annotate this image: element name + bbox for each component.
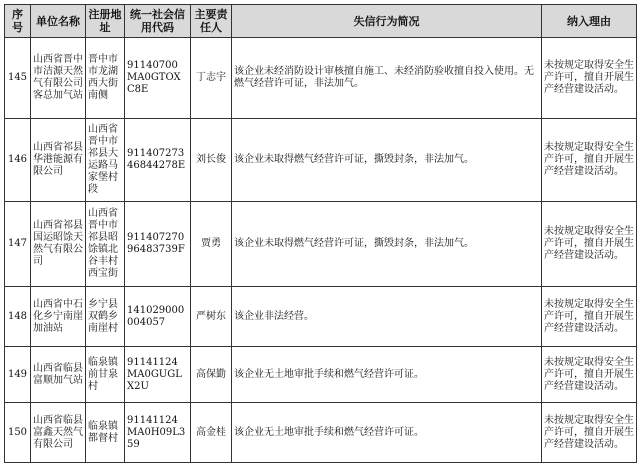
cell-situation: 该企业无土地审批手续和燃气经营许可证。 [232, 347, 542, 403]
table-row [5, 202, 637, 287]
cell-no: 146 [5, 119, 31, 202]
cell-credit-code: 91141124MA0GUGLX2U [125, 347, 191, 403]
cell-no: 147 [5, 202, 31, 287]
cell-reason: 未按规定取得安全生产许可，擅自开展生产经营建设活动。 [542, 347, 637, 403]
cell-reason: 未按规定取得安全生产许可，擅自开展生产经营建设活动。 [542, 119, 637, 202]
cell-unit: 山西省临县富顺加气站 [31, 347, 86, 403]
cell-no: 145 [5, 38, 31, 119]
cell-situation: 该企业未取得燃气经营许可证，撕毁封条，非法加气。 [232, 202, 542, 287]
cell-situation: 该企业未取得燃气经营许可证，撕毁封条，非法加气。 [232, 119, 542, 202]
cell-person: 严树东 [191, 287, 232, 347]
table-row [5, 403, 637, 463]
cell-credit-code: 91141124MA0H09L359 [125, 403, 191, 463]
cell-credit-code: 911407270 96483739F [125, 202, 191, 287]
cell-address: 临泉镇都督村 [86, 403, 125, 463]
cell-unit: 山西省晋中市洁源天然气有限公司客总加气站 [31, 38, 86, 119]
cell-unit: 山西省中石化乡宁南崖加油站 [31, 287, 86, 347]
cell-unit: 山西省临县富鑫天然气有限公司 [31, 403, 86, 463]
cell-situation: 该企业未经消防设计审核擅自施工、未经消防验收擅自投入使用。无燃气经营许可证，非法加气。 [232, 38, 542, 119]
header-row [5, 5, 637, 38]
cell-person: 高金桂 [191, 403, 232, 463]
cell-address: 山西省晋中市祁县大运路马家堡村段 [86, 119, 125, 202]
header-situation: 失信行为简况 [232, 5, 542, 38]
header-no: 序号 [5, 5, 31, 38]
header-reason: 纳入理由 [542, 5, 637, 38]
disciplinary-list-table [4, 4, 637, 463]
cell-reason: 未按规定取得安全生产许可，擅自开展生产经营建设活动。 [542, 287, 637, 347]
cell-reason: 未按规定取得安全生产许可，擅自开展生产经营建设活动。 [542, 202, 637, 287]
cell-situation: 该企业无土地审批手续和燃气经营许可证。 [232, 403, 542, 463]
cell-person: 刘长俊 [191, 119, 232, 202]
cell-credit-code: 91140700MA0GTOXC8E [125, 38, 191, 119]
header-address: 注册地址 [86, 5, 125, 38]
cell-situation: 该企业非法经营。 [232, 287, 542, 347]
cell-reason: 未按规定取得安全生产许可，擅自开展生产经营建设活动。 [542, 38, 637, 119]
cell-address: 山西省晋中市祁县昭馀镇北谷丰村西宝街 [86, 202, 125, 287]
cell-no: 149 [5, 347, 31, 403]
header-unit: 单位名称 [31, 5, 86, 38]
cell-person: 高保勤 [191, 347, 232, 403]
cell-address: 晋中市市龙湖西大街南侧 [86, 38, 125, 119]
table-row [5, 38, 637, 119]
table-row [5, 347, 637, 403]
cell-reason: 未按规定取得安全生产许可，擅自开展生产经营建设活动。 [542, 403, 637, 463]
cell-no: 148 [5, 287, 31, 347]
cell-person: 丁志宇 [191, 38, 232, 119]
cell-credit-code: 141029000004057 [125, 287, 191, 347]
cell-address: 临泉镇前甘泉村 [86, 347, 125, 403]
cell-unit: 山西省祁县国运昭馀天然气有限公司 [31, 202, 86, 287]
header-person: 主要责任人 [191, 5, 232, 38]
cell-no: 150 [5, 403, 31, 463]
cell-credit-code: 911407273 46844278E [125, 119, 191, 202]
table-row [5, 119, 637, 202]
cell-person: 贾勇 [191, 202, 232, 287]
cell-address: 乡宁县双鹤乡南崖村 [86, 287, 125, 347]
cell-unit: 山西省祁县华港能源有限公司 [31, 119, 86, 202]
header-credit-code: 统一社会信用代码 [125, 5, 191, 38]
table-row [5, 287, 637, 347]
